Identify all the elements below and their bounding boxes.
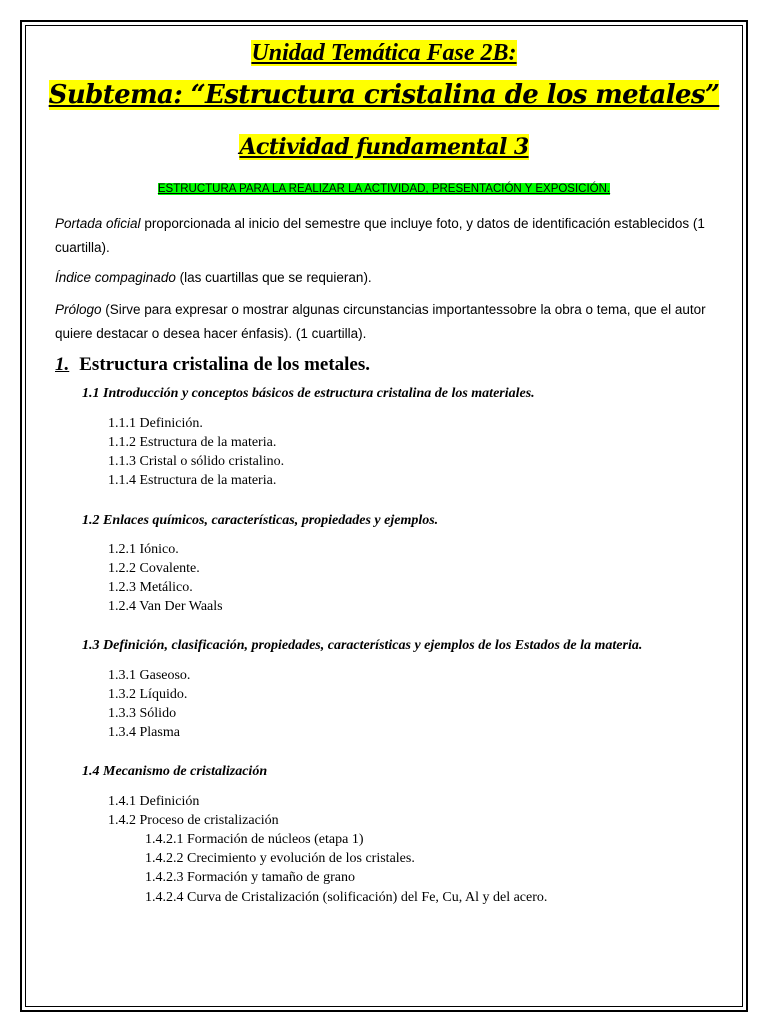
subsection-heading: 1.3 Definición, clasificación, propiedades, características y ejemplos de los Estados de la materia.	[82, 638, 643, 653]
subsection-heading: 1.4 Mecanismo de cristalización	[82, 764, 268, 779]
intro-paragraph-indice: Índice compaginado (las cuartillas que se requieran).	[55, 270, 372, 285]
list-item: 1.3.1 Gaseoso.	[108, 668, 191, 683]
list-item: 1.2.1 Iónico.	[108, 542, 179, 557]
list-item: 1.3.2 Líquido.	[108, 687, 188, 702]
list-item: 1.4.1 Definición	[108, 794, 200, 809]
document-title: Unidad Temática Fase 2B:	[251, 40, 517, 66]
list-subitem: 1.4.2.4 Curva de Cristalización (solificación) del Fe, Cu, Al y del acero.	[145, 890, 548, 905]
list-item: 1.1.4 Estructura de la materia.	[108, 473, 277, 488]
list-item: 1.2.4 Van Der Waals	[108, 599, 223, 614]
structure-banner: ESTRUCTURA PARA LA REALIZAR LA ACTIVIDAD, PRESENTACIÓN Y EXPOSICIÓN.	[157, 183, 611, 195]
intro-paragraph-prologo: Prólogo (Sirve para expresar o mostrar algunas circunstancias importantessobre la obra o tema, que el autor quiere destacar o desea hacer énfasis). (1 cuartilla).	[55, 302, 706, 341]
list-subitem: 1.4.2.3 Formación y tamaño de grano	[145, 870, 355, 885]
list-item: 1.1.1 Definición.	[108, 416, 203, 431]
list-subitem: 1.4.2.1 Formación de núcleos (etapa 1)	[145, 832, 364, 847]
section-heading: 1. Estructura cristalina de los metales.	[55, 354, 371, 375]
list-item: 1.1.3 Cristal o sólido cristalino.	[108, 454, 285, 469]
list-item: 1.3.4 Plasma	[108, 725, 180, 740]
subsection-heading: 1.1 Introducción y conceptos básicos de estructura cristalina de los materiales.	[82, 386, 535, 401]
document-subtitle: Subtema: “Estructura cristalina de los metales”	[48, 80, 720, 110]
list-item: 1.2.2 Covalente.	[108, 561, 200, 576]
subsection-heading: 1.2 Enlaces químicos, características, propiedades y ejemplos.	[82, 513, 439, 528]
list-item: 1.3.3 Sólido	[108, 706, 177, 721]
list-subitem: 1.4.2.2 Crecimiento y evolución de los cristales.	[145, 851, 415, 866]
list-item: 1.1.2 Estructura de la materia.	[108, 435, 277, 450]
list-item: 1.4.2 Proceso de cristalización	[108, 813, 279, 828]
activity-title: Actividad fundamental 3	[239, 134, 529, 160]
list-item: 1.2.3 Metálico.	[108, 580, 193, 595]
intro-paragraph-portada: Portada oficial proporcionada al inicio del semestre que incluye foto, y datos de identificación establecidos (1 cuartilla).	[55, 216, 705, 255]
